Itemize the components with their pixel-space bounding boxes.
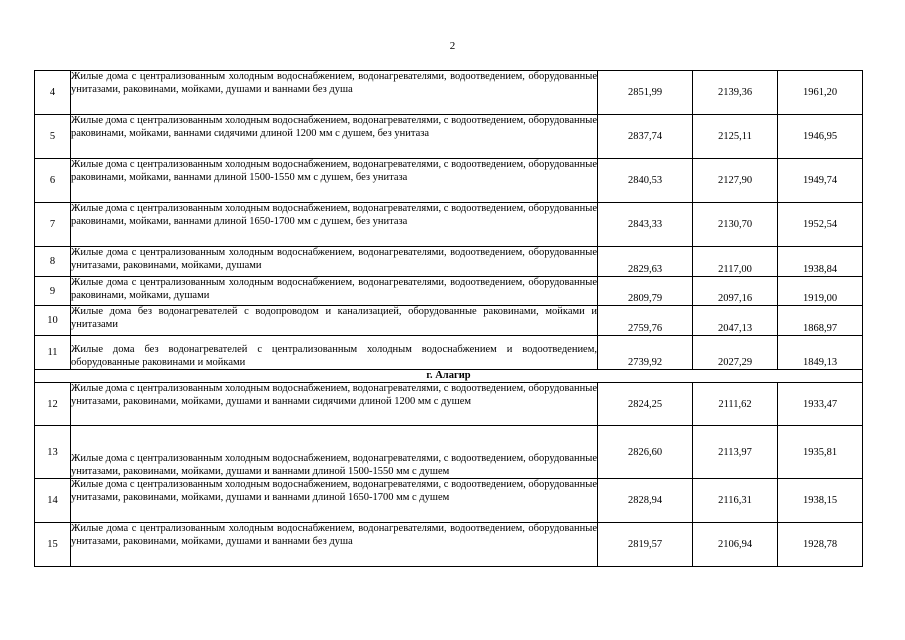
row-description: Жилые дома с централизованным холодным водоснабжением, водонагревателями, с водоотведением, оборудованные раковинами, мойками, ваннами сидячими длиной 1200 мм с душем, без унитаза — [71, 115, 598, 159]
section-title: г. Алагир — [35, 370, 863, 383]
row-description: Жилые дома без водонагревателей с централизованным холодным водоснабжением и водоотведением, оборудованные раковинами и мойками — [71, 336, 598, 370]
row-value-1: 2840,53 — [598, 159, 693, 203]
row-description: Жилые дома с централизованным холодным водоснабжением, водонагревателями, с водоотведением, оборудованные унитазами, раковинами, мойками, душами и ваннами длиной 1500-1550 мм с душем — [71, 426, 598, 479]
row-number: 7 — [35, 203, 71, 247]
row-value-1: 2829,63 — [598, 247, 693, 277]
row-number: 4 — [35, 71, 71, 115]
row-value-3: 1849,13 — [778, 336, 863, 370]
row-value-1: 2809,79 — [598, 277, 693, 306]
row-description: Жилые дома с централизованным холодным водоснабжением, водонагревателями, с водоотведением, оборудованные раковинами, мойками, ваннами длиной 1650-1700 мм с душем, без унитаза — [71, 203, 598, 247]
row-value-2: 2117,00 — [693, 247, 778, 277]
row-value-3: 1949,74 — [778, 159, 863, 203]
table-row — [35, 71, 863, 115]
table-row — [35, 277, 863, 306]
row-value-3: 1868,97 — [778, 306, 863, 336]
row-description: Жилые дома с централизованным холодным водоснабжением, водонагревателями, с водоотведением, оборудованные унитазами, раковинами, мойками, душами и ваннами длиной 1650-1700 мм с душем — [71, 479, 598, 523]
row-description: Жилые дома с централизованным холодным водоснабжением, водонагревателями, водоотведением, оборудованные унитазами, раковинами, мойками, душами — [71, 247, 598, 277]
section-header-row — [35, 370, 863, 383]
row-value-2: 2106,94 — [693, 523, 778, 567]
row-value-1: 2851,99 — [598, 71, 693, 115]
page-number: 2 — [449, 40, 456, 52]
row-value-3: 1952,54 — [778, 203, 863, 247]
row-value-3: 1935,81 — [778, 426, 863, 479]
row-value-2: 2047,13 — [693, 306, 778, 336]
row-value-3: 1928,78 — [778, 523, 863, 567]
row-description: Жилые дома с централизованным холодным водоснабжением, водонагревателями, с водоотведением, оборудованные унитазами, раковинами, мойками, душами и ваннами сидячими длиной 1200 мм с душем — [71, 383, 598, 426]
row-value-2: 2130,70 — [693, 203, 778, 247]
row-value-3: 1946,95 — [778, 115, 863, 159]
row-value-2: 2127,90 — [693, 159, 778, 203]
table-row — [35, 479, 863, 523]
row-value-2: 2113,97 — [693, 426, 778, 479]
tariff-table — [34, 70, 863, 567]
table-row — [35, 383, 863, 426]
row-description: Жилые дома с централизованным холодным водоснабжением, водонагревателями, водоотведением, оборудованные унитазами, раковинами, мойками, душами и ваннами без душа — [71, 523, 598, 567]
row-description: Жилые дома с централизованным холодным водоснабжением, водонагревателями, с водоотведением, оборудованные раковинами, мойками, ваннами длиной 1500-1550 мм с душем, без унитаза — [71, 159, 598, 203]
table-body — [35, 71, 863, 567]
row-number: 8 — [35, 247, 71, 277]
table-row — [35, 426, 863, 479]
row-number: 10 — [35, 306, 71, 336]
row-value-1: 2739,92 — [598, 336, 693, 370]
row-number: 9 — [35, 277, 71, 306]
row-number: 13 — [35, 426, 71, 479]
row-description: Жилые дома с централизованным холодным водоснабжением, водонагревателями, водоотведением, оборудованные унитазами, раковинами, мойками, душами и ваннами без душа — [71, 71, 598, 115]
row-value-2: 2139,36 — [693, 71, 778, 115]
row-number: 5 — [35, 115, 71, 159]
row-value-3: 1938,84 — [778, 247, 863, 277]
table-row — [35, 336, 863, 370]
row-number: 15 — [35, 523, 71, 567]
row-value-2: 2027,29 — [693, 336, 778, 370]
row-value-1: 2826,60 — [598, 426, 693, 479]
row-value-1: 2843,33 — [598, 203, 693, 247]
row-value-3: 1933,47 — [778, 383, 863, 426]
table-row — [35, 159, 863, 203]
table-row — [35, 523, 863, 567]
table-row — [35, 247, 863, 277]
row-number: 6 — [35, 159, 71, 203]
row-value-1: 2828,94 — [598, 479, 693, 523]
table-row — [35, 306, 863, 336]
row-value-3: 1919,00 — [778, 277, 863, 306]
row-value-1: 2759,76 — [598, 306, 693, 336]
table-row — [35, 115, 863, 159]
row-value-2: 2111,62 — [693, 383, 778, 426]
row-value-1: 2824,25 — [598, 383, 693, 426]
row-value-1: 2819,57 — [598, 523, 693, 567]
row-number: 14 — [35, 479, 71, 523]
table-row — [35, 203, 863, 247]
row-description: Жилые дома без водонагревателей с водопроводом и канализацией, оборудованные раковинами, мойками и унитазами — [71, 306, 598, 336]
row-value-2: 2116,31 — [693, 479, 778, 523]
row-number: 12 — [35, 383, 71, 426]
row-value-2: 2097,16 — [693, 277, 778, 306]
row-value-3: 1938,15 — [778, 479, 863, 523]
row-value-3: 1961,20 — [778, 71, 863, 115]
row-description: Жилые дома с централизованным холодным водоснабжением, водонагревателями, водоотведением, оборудованные раковинами, мойками, душами — [71, 277, 598, 306]
row-number: 11 — [35, 336, 71, 370]
row-value-2: 2125,11 — [693, 115, 778, 159]
row-value-1: 2837,74 — [598, 115, 693, 159]
